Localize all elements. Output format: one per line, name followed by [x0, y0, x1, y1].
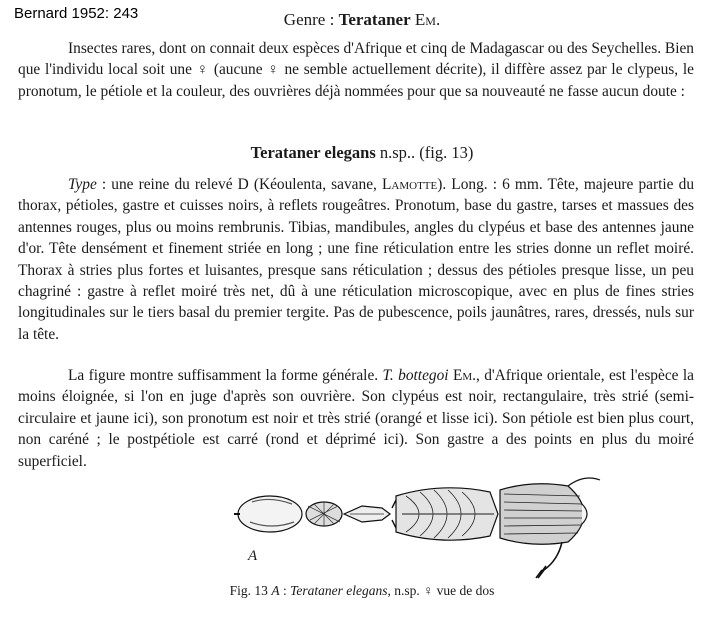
figure-caption: [0, 583, 724, 599]
species-name: Terataner elegans: [250, 143, 376, 162]
thorax-shape: [396, 488, 498, 540]
comparison-text-b: , d'Afrique orientale, est l'espèce la moins éloignée, si l'on en juge d'après son ouvrière. Son clypéus est noir, rectangulaire, très strié (semi-circulaire et jaune ici), son pronotum est noir et très strié (orangé et lisse ici). Son pétiole est bien plus court, non caréné ; le postpétiole est carré (rond et déprimé ici). Son gastre a des points en plus du moiré superficiel.: [18, 367, 694, 470]
source-reference: Bernard 1952: 243: [14, 5, 139, 22]
collector-name: Lamotte: [382, 176, 438, 193]
comparison-text-a: La figure montre suffisamment la forme générale.: [68, 367, 383, 384]
comparison-paragraph: [18, 365, 694, 472]
caption-prefix: Fig. 13: [229, 583, 272, 598]
ant-dorsal-illustration: [232, 474, 612, 584]
petiole-shape: [344, 506, 390, 522]
species-heading: [0, 143, 724, 163]
genus-name: Terataner: [338, 10, 411, 29]
type-description-paragraph: [18, 174, 694, 345]
figure-panel-letter: A: [248, 548, 258, 564]
gaster-shape: [238, 496, 302, 532]
antenna-left: [568, 478, 600, 486]
genus-prefix: Genre :: [283, 10, 339, 29]
type-label: Type: [68, 176, 97, 193]
intro-paragraph: Insectes rares, dont on connait deux espèces d'Afrique et cinq de Madagascar ou des Seychelles. Bien que l'individu local soit une ♀ (aucune ♀ ne semble actuellement décrite), il diffère assez par le clypeus, le pronotum, le pétiole et la couleur, des ouvrières déjà nommées pour que sa nouveauté ne fasse aucun doute :: [18, 40, 694, 100]
caption-suffix: , n.sp. ♀ vue de dos: [387, 583, 495, 598]
caption-sep: :: [279, 583, 291, 598]
head-shape: [500, 484, 587, 545]
caption-letter: A: [271, 583, 280, 598]
caption-species: Terataner elegans: [290, 583, 388, 598]
genus-author: Em.: [414, 10, 441, 29]
comparison-species: T. bottegoi: [382, 367, 449, 384]
comparison-author: Em.: [452, 367, 476, 384]
type-text-b: ). Long. : 6 mm. Tête, majeure partie du thorax, pétioles, gastre et cuisses noirs, à reflets rougeâtres. Pronotum, base du gastre, tarses et massues des antennes rouges, plus ou moins rembrunis. Tibias, mandibules, angles du clypéus et base des antennes jaune d'or. Tête densément et finement striée en long ; une fine réticulation entre les stries donne un reflet moiré. Thorax à stries plus fortes et luisantes, presque sans réticulation ; dessus des pétioles presque lisse, un peu chagriné : gastre à reflet moiré très net, dû à une réticulation microscopique, avec en plus de fines stries longitudinales sur le tiers basal du premier tergite. Pas de pubescence, poils jaunâtres, rares, dressés, nuls sur la tête.: [18, 176, 695, 343]
postpetiole-shape: [306, 502, 342, 526]
species-suffix: n.sp.. (fig. 13): [375, 143, 474, 162]
type-text-a: : une reine du relevé D (Kéoulenta, savane,: [96, 176, 382, 193]
genus-heading: [0, 10, 724, 30]
